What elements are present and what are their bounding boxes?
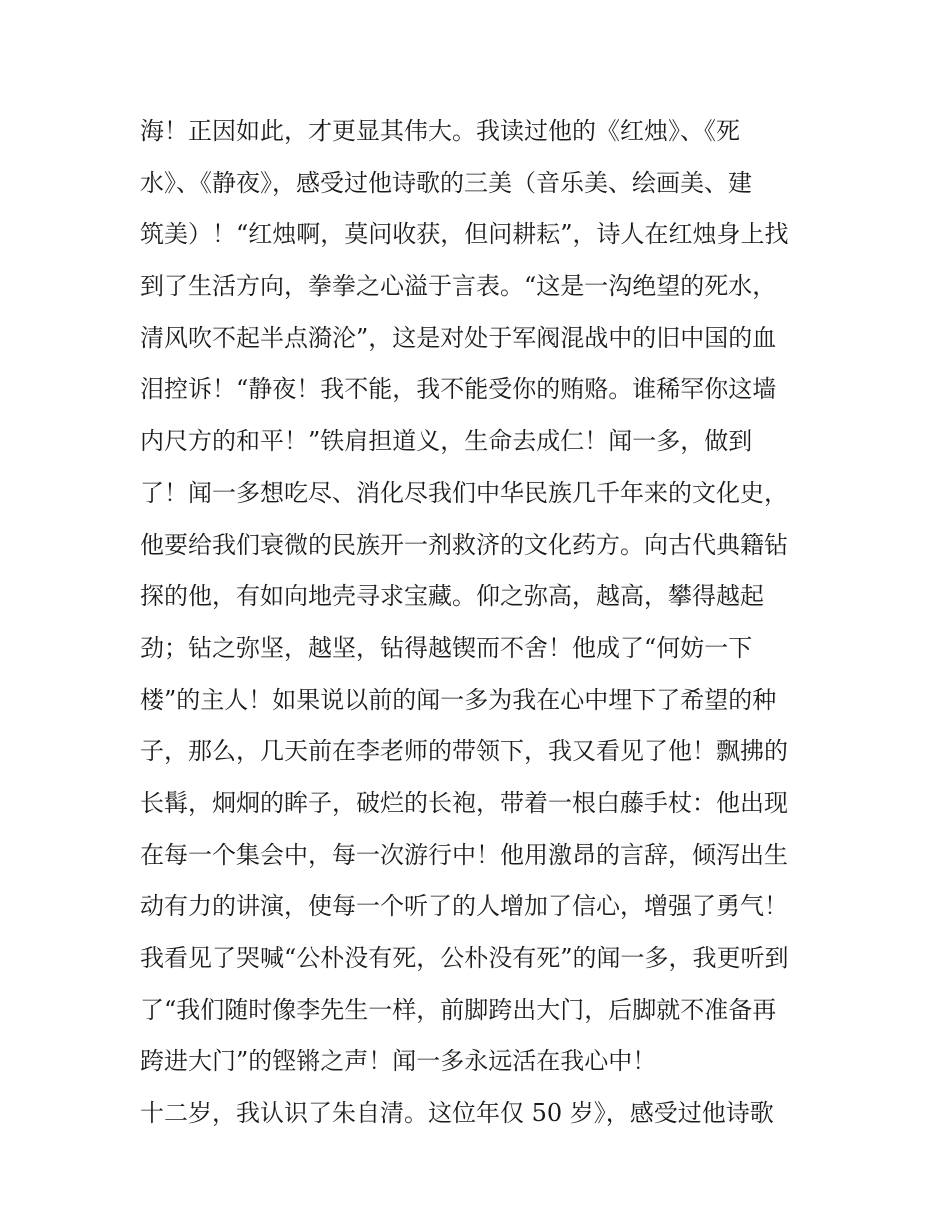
text-line-6: 泪控诉！“静夜！我不能，我不能受你的贿赂。谁稀罕你这墙	[140, 375, 777, 404]
text-line-18: 了“我们随时像李先生一样，前脚跨出大门，后脚就不准备再	[140, 995, 777, 1024]
text-line-20: 十二岁，我认识了朱自清。这位年仅 50 岁》，感受过他诗歌	[140, 1099, 774, 1128]
text-line-15: 在每一个集会中，每一次游行中！他用激昂的言辞，倾泻出生	[140, 840, 788, 869]
text-line-8: 了！闻一多想吃尽、消化尽我们中华民族几千年来的文化史，	[140, 478, 788, 507]
text-line-17: 我看见了哭喊“公朴没有死，公朴没有死”的闻一多，我更听到	[140, 944, 789, 972]
text-line-16: 动有力的讲演，使每一个听了的人增加了信心，增强了勇气！	[140, 892, 788, 921]
text-line-11: 劲；钻之弥坚，越坚，钻得越锲而不舍！他成了“何妨一下	[140, 633, 753, 662]
text-line-2: 水》、《静夜》，感受过他诗歌的三美（音乐美、绘画美、建	[140, 168, 752, 197]
text-line-10: 探的他，有如向地壳寻求宝藏。仰之弥高，越高，攀得越起	[140, 582, 764, 611]
text-line-5: 清风吹不起半点漪沦”，这是对处于军阀混战中的旧中国的血	[140, 323, 777, 352]
text-line-12: 楼”的主人！如果说以前的闻一多为我在心中埋下了希望的种	[140, 685, 777, 714]
text-line-19: 跨进大门”的铿锵之声！闻一多永远活在我心中！	[140, 1047, 657, 1076]
text-line-3: 筑美）！“红烛啊，莫问收获，但问耕耘”，诗人在红烛身上找	[140, 220, 789, 249]
text-line-13: 子，那么，几天前在李老师的带领下，我又看见了他！飘拂的	[140, 737, 788, 766]
text-line-4: 到了生活方向，拳拳之心溢于言表。“这是一沟绝望的死水，	[140, 272, 777, 301]
text-line-9: 他要给我们衰微的民族开一剂救济的文化药方。向古代典籍钻	[140, 530, 788, 559]
text-line-7: 内尺方的和平！”铁肩担道义，生命去成仁！闻一多，做到	[140, 427, 753, 456]
text-line-14: 长髯，炯炯的眸子，破烂的长袍，带着一根白藤手杖：他出现	[140, 788, 788, 817]
body-text	[140, 106, 830, 1140]
text-line-1: 海！正因如此，才更显其伟大。我读过他的《红烛》、《死	[140, 117, 740, 145]
